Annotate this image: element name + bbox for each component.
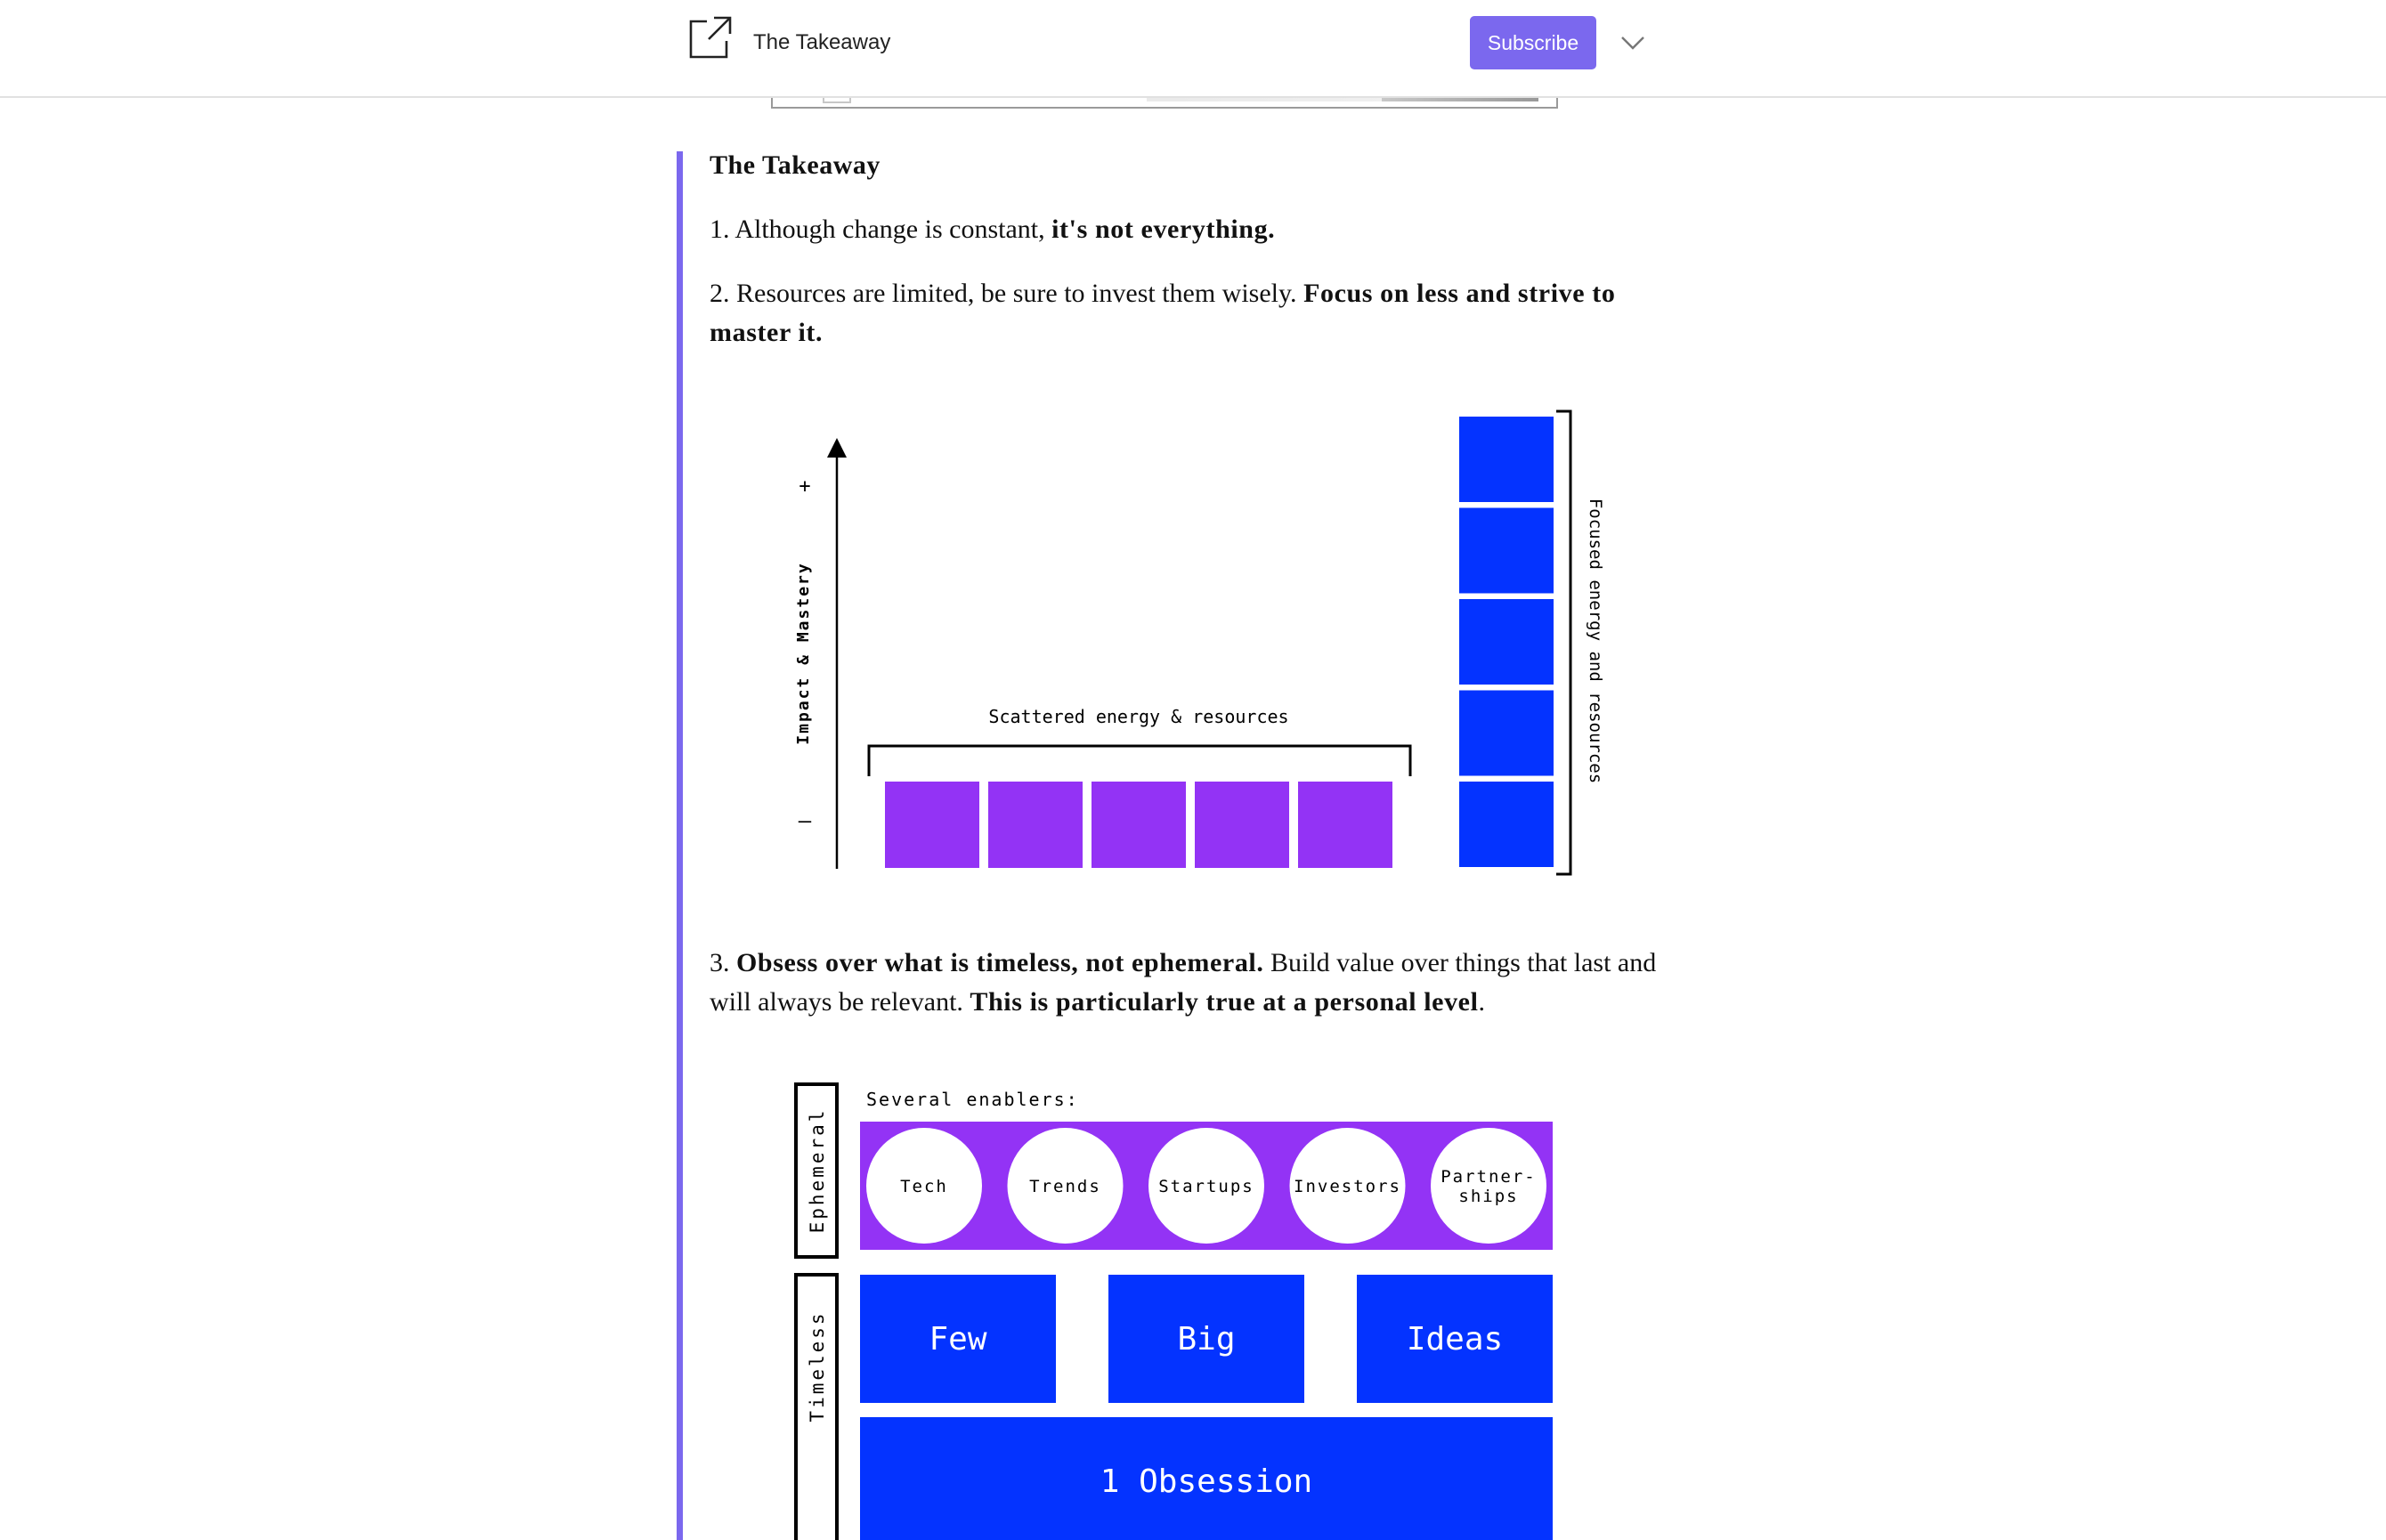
scattered-bracket	[869, 746, 1410, 776]
enabler-label: Startups	[1158, 1177, 1254, 1196]
section-heading: The Takeaway	[710, 150, 881, 180]
enabler-label: Trends	[1029, 1177, 1101, 1196]
enabler-label: Tech	[900, 1177, 948, 1196]
subscribe-button[interactable]: Subscribe	[1470, 16, 1596, 69]
enablers-label: Several enablers:	[866, 1089, 1079, 1110]
focused-block	[1459, 508, 1554, 594]
point-1-emphasis: it's not everything.	[1051, 215, 1276, 244]
scattered-block	[1195, 782, 1289, 868]
focused-blocks	[1459, 417, 1554, 867]
publication-title[interactable]: The Takeaway	[753, 30, 891, 54]
scattered-blocks	[885, 782, 1392, 868]
takeaway-point-1	[710, 210, 1662, 249]
scattered-block	[1092, 782, 1186, 868]
point-3-number: 3.	[710, 948, 736, 977]
scattered-block	[1298, 782, 1392, 868]
y-axis-arrowhead	[827, 438, 847, 458]
timeless-diagram-svg	[783, 1077, 1567, 1540]
focused-block	[1459, 599, 1554, 685]
point-3-end: .	[1478, 987, 1486, 1017]
focused-block	[1459, 782, 1554, 867]
top-bar	[0, 0, 2386, 98]
focused-block	[1459, 417, 1554, 502]
point-3-text: Build value over things that last and will always be relevant.	[710, 948, 1657, 1017]
point-2-text: 2. Resources are limited, be sure to invest them wisely.	[710, 279, 1304, 308]
y-axis-minus: –	[798, 808, 812, 833]
focused-block	[1459, 691, 1554, 776]
ideas-label: Ideas	[1406, 1321, 1504, 1358]
takeaway-point-2	[710, 274, 1662, 353]
y-axis-label: Impact & Mastery	[794, 562, 813, 745]
focus-diagram-svg	[773, 402, 1605, 883]
scattered-block	[885, 782, 979, 868]
point-3-emphasis-1: Obsess over what is timeless, not ephemeral.	[736, 948, 1264, 977]
enabler-label: Investors	[1294, 1177, 1401, 1196]
scattered-block	[988, 782, 1083, 868]
enabler-label: Partner-	[1441, 1167, 1537, 1187]
timeless-diagram	[783, 1077, 1567, 1540]
point-1-text: 1. Although change is constant,	[710, 215, 1052, 244]
blockquote-accent-bar	[677, 151, 683, 1540]
takeaway-point-3	[710, 944, 1662, 1022]
few-label: Few	[929, 1321, 987, 1358]
scattered-label: Scattered energy & resources	[988, 706, 1289, 727]
chevron-down-icon[interactable]	[1617, 28, 1649, 57]
enabler-label: ships	[1458, 1187, 1519, 1206]
ephemeral-label: Ephemeral	[807, 1107, 828, 1234]
point-3-emphasis-2: This is particularly true at a personal level	[970, 987, 1479, 1017]
point-2-emphasis: Focus on less and strive to master it.	[710, 279, 1616, 347]
y-axis-plus: +	[799, 475, 811, 498]
external-link-icon[interactable]	[687, 14, 734, 61]
focused-bracket	[1556, 411, 1570, 874]
focus-diagram	[773, 402, 1605, 883]
timeless-label: Timeless	[807, 1310, 828, 1422]
big-label: Big	[1177, 1321, 1236, 1358]
obsession-label: 1 Obsession	[1100, 1463, 1313, 1500]
focused-label: Focused energy and resources	[1586, 498, 1605, 784]
